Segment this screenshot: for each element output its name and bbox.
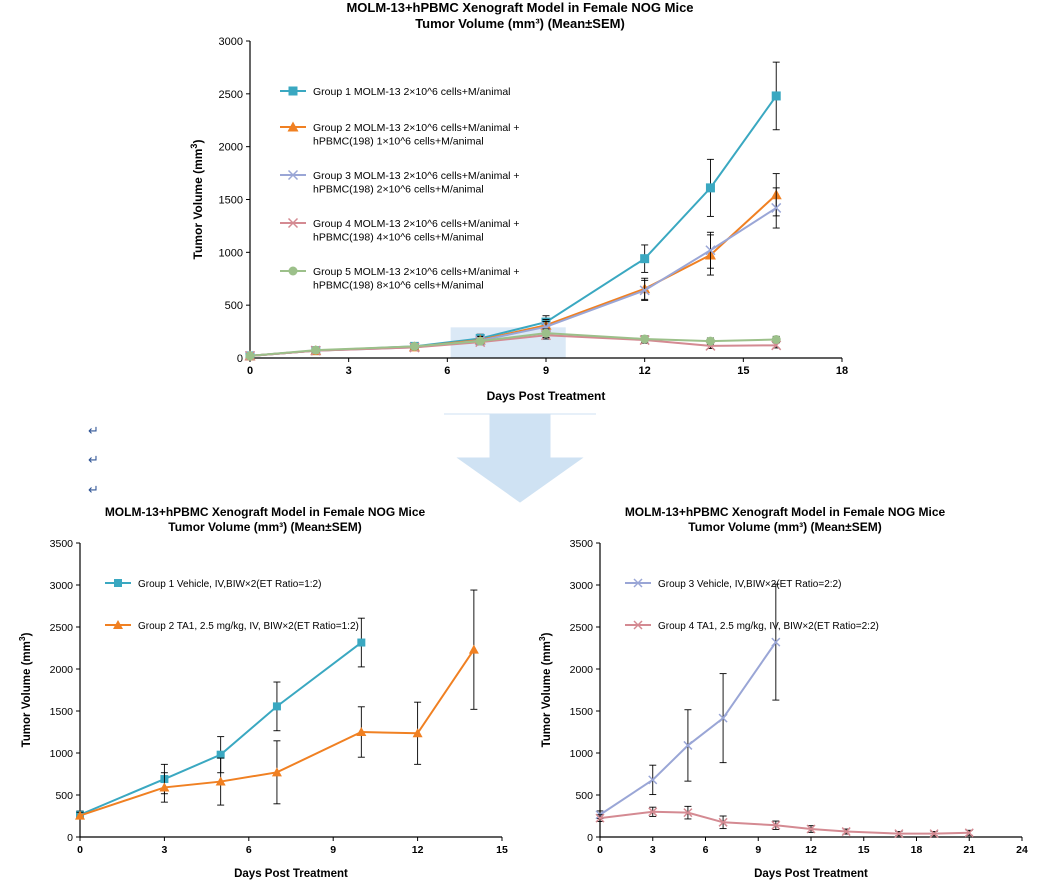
chart-top-title-line2: Tumor Volume (mm³) (Mean±SEM) (415, 16, 625, 32)
y-axis-label: Tumor Volume $(mm^3)$ (17, 632, 33, 748)
data-point-marker (772, 335, 781, 344)
data-point-marker (772, 91, 781, 100)
paragraph-mark-1: ↵ (88, 423, 99, 438)
y-tick-label: 1000 (49, 748, 73, 760)
paragraph-mark-3: ↵ (88, 482, 99, 497)
chart-top (180, 0, 860, 410)
legend-label: Group 2 TA1, 2.5 mg/kg, IV, BIW×2(ET Ratio=1:2) (138, 621, 359, 632)
data-point-marker (246, 351, 255, 360)
y-tick-label: 3500 (49, 538, 73, 550)
y-tick-label: 2000 (49, 664, 73, 676)
y-tick-label: 2500 (569, 622, 593, 634)
legend-label: Group 2 MOLM-13 2×10^6 cells+M/animal + hPBMC(198) 1×10^6 cells+M/animal (313, 121, 520, 147)
series-1 (246, 62, 781, 360)
x-tick-label: 0 (77, 844, 83, 856)
x-tick-label: 6 (245, 844, 252, 856)
y-tick-label: 500 (224, 299, 243, 312)
x-tick-label: 15 (496, 844, 508, 856)
flow-arrow (430, 410, 610, 505)
y-axis-label: Tumor Volume $(mm^3)$ (537, 632, 553, 748)
x-tick-label: 0 (597, 844, 603, 856)
data-point-marker (410, 341, 419, 350)
legend (280, 86, 520, 292)
y-tick-label: 1000 (569, 748, 593, 760)
chart-bl-title (10, 505, 520, 535)
series-2 (596, 806, 973, 837)
legend (625, 579, 879, 632)
y-tick-label: 1500 (218, 194, 243, 206)
x-tick-label: 6 (702, 844, 709, 856)
y-tick-label: 2500 (49, 622, 73, 634)
chart-br-title-line1: MOLM-13+hPBMC Xenograft Model in Female NOG Mice (624, 505, 946, 519)
legend-label: Group 3 MOLM-13 2×10^6 cells+M/animal + hPBMC(198) 2×10^6 cells+M/animal (313, 169, 520, 195)
data-point-marker (217, 751, 225, 759)
x-tick-label: 18 (835, 364, 849, 377)
y-axis-label: Tumor Volume $(mm^3)$ (189, 139, 205, 259)
y-tick-label: 0 (67, 832, 73, 844)
y-tick-label: 500 (575, 790, 593, 802)
data-point-marker (706, 336, 715, 345)
y-tick-label: 1000 (218, 246, 243, 259)
legend-label: Group 5 MOLM-13 2×10^6 cells+M/animal + hPBMC(198) 8×10^6 cells+M/animal (313, 265, 520, 291)
chart-bl-title-line2: Tumor Volume (mm³) (Mean±SEM) (168, 520, 362, 534)
x-axis-label: Days Post Treatment (234, 868, 348, 880)
chart-top-title (180, 0, 860, 33)
chart-bl-title-line1: MOLM-13+hPBMC Xenograft Model in Female NOG Mice (104, 505, 426, 519)
legend-label: Group 1 MOLM-13 2×10^6 cells+M/animal (313, 85, 511, 98)
data-point-marker (476, 336, 485, 345)
data-point-marker (357, 639, 365, 647)
x-tick-label: 24 (1016, 844, 1028, 856)
x-tick-label: 15 (737, 364, 750, 377)
x-tick-label: 3 (345, 364, 352, 377)
y-tick-label: 3000 (49, 580, 73, 592)
x-tick-label: 15 (857, 844, 870, 856)
x-tick-label: 12 (411, 844, 424, 856)
y-tick-label: 1500 (569, 706, 593, 718)
chart-bottom-left (10, 505, 520, 890)
legend-label: Group 4 TA1, 2.5 mg/kg, IV, BIW×2(ET Ratio=2:2) (658, 621, 879, 632)
chart-top-title-line1: MOLM-13+hPBMC Xenograft Model in Female NOG Mice (346, 0, 694, 15)
paragraph-mark-2: ↵ (88, 452, 99, 467)
data-point-marker (289, 86, 298, 95)
x-tick-label: 18 (910, 844, 923, 856)
data-point-marker (311, 345, 320, 354)
chart-bottom-right (530, 505, 1040, 890)
data-point-marker (114, 579, 122, 587)
y-tick-label: 1500 (49, 706, 73, 718)
data-point-marker (706, 183, 715, 192)
y-tick-label: 3000 (569, 580, 593, 592)
x-tick-label: 21 (963, 844, 976, 856)
x-tick-label: 6 (444, 364, 451, 377)
y-tick-label: 0 (587, 832, 593, 844)
legend-label: Group 1 Vehicle, IV,BIW×2(ET Ratio=1:2) (138, 579, 322, 590)
y-tick-label: 2000 (218, 141, 243, 154)
x-tick-label: 3 (161, 844, 168, 856)
x-tick-label: 12 (638, 364, 651, 377)
y-tick-label: 500 (55, 790, 73, 802)
data-point-marker (273, 702, 281, 710)
data-point-marker (272, 767, 282, 776)
x-tick-label: 9 (755, 844, 762, 856)
series-1 (596, 584, 780, 819)
x-tick-label: 0 (246, 364, 254, 377)
legend (105, 579, 359, 632)
x-axis-label: Days Post Treatment (486, 388, 606, 403)
data-point-marker (640, 254, 649, 263)
data-point-marker (542, 328, 551, 337)
x-tick-label: 9 (542, 364, 550, 377)
x-tick-label: 12 (805, 844, 817, 856)
y-tick-label: 2000 (569, 664, 593, 676)
chart-br-title (530, 505, 1040, 535)
data-point-marker (289, 266, 298, 275)
x-tick-label: 3 (649, 844, 656, 856)
legend-label: Group 4 MOLM-13 2×10^6 cells+M/animal + hPBMC(198) 4×10^6 cells+M/animal (313, 217, 520, 243)
chart-br-title-line2: Tumor Volume (mm³) (Mean±SEM) (688, 520, 882, 534)
data-point-marker (469, 645, 479, 654)
y-tick-label: 2500 (218, 88, 243, 101)
data-point-marker (640, 334, 649, 343)
x-tick-label: 9 (330, 844, 337, 856)
y-tick-label: 3500 (569, 538, 593, 550)
legend-label: Group 3 Vehicle, IV,BIW×2(ET Ratio=2:2) (658, 579, 842, 590)
x-axis-label: Days Post Treatment (754, 868, 868, 880)
y-tick-label: 3000 (218, 35, 243, 48)
y-tick-label: 0 (236, 352, 243, 365)
